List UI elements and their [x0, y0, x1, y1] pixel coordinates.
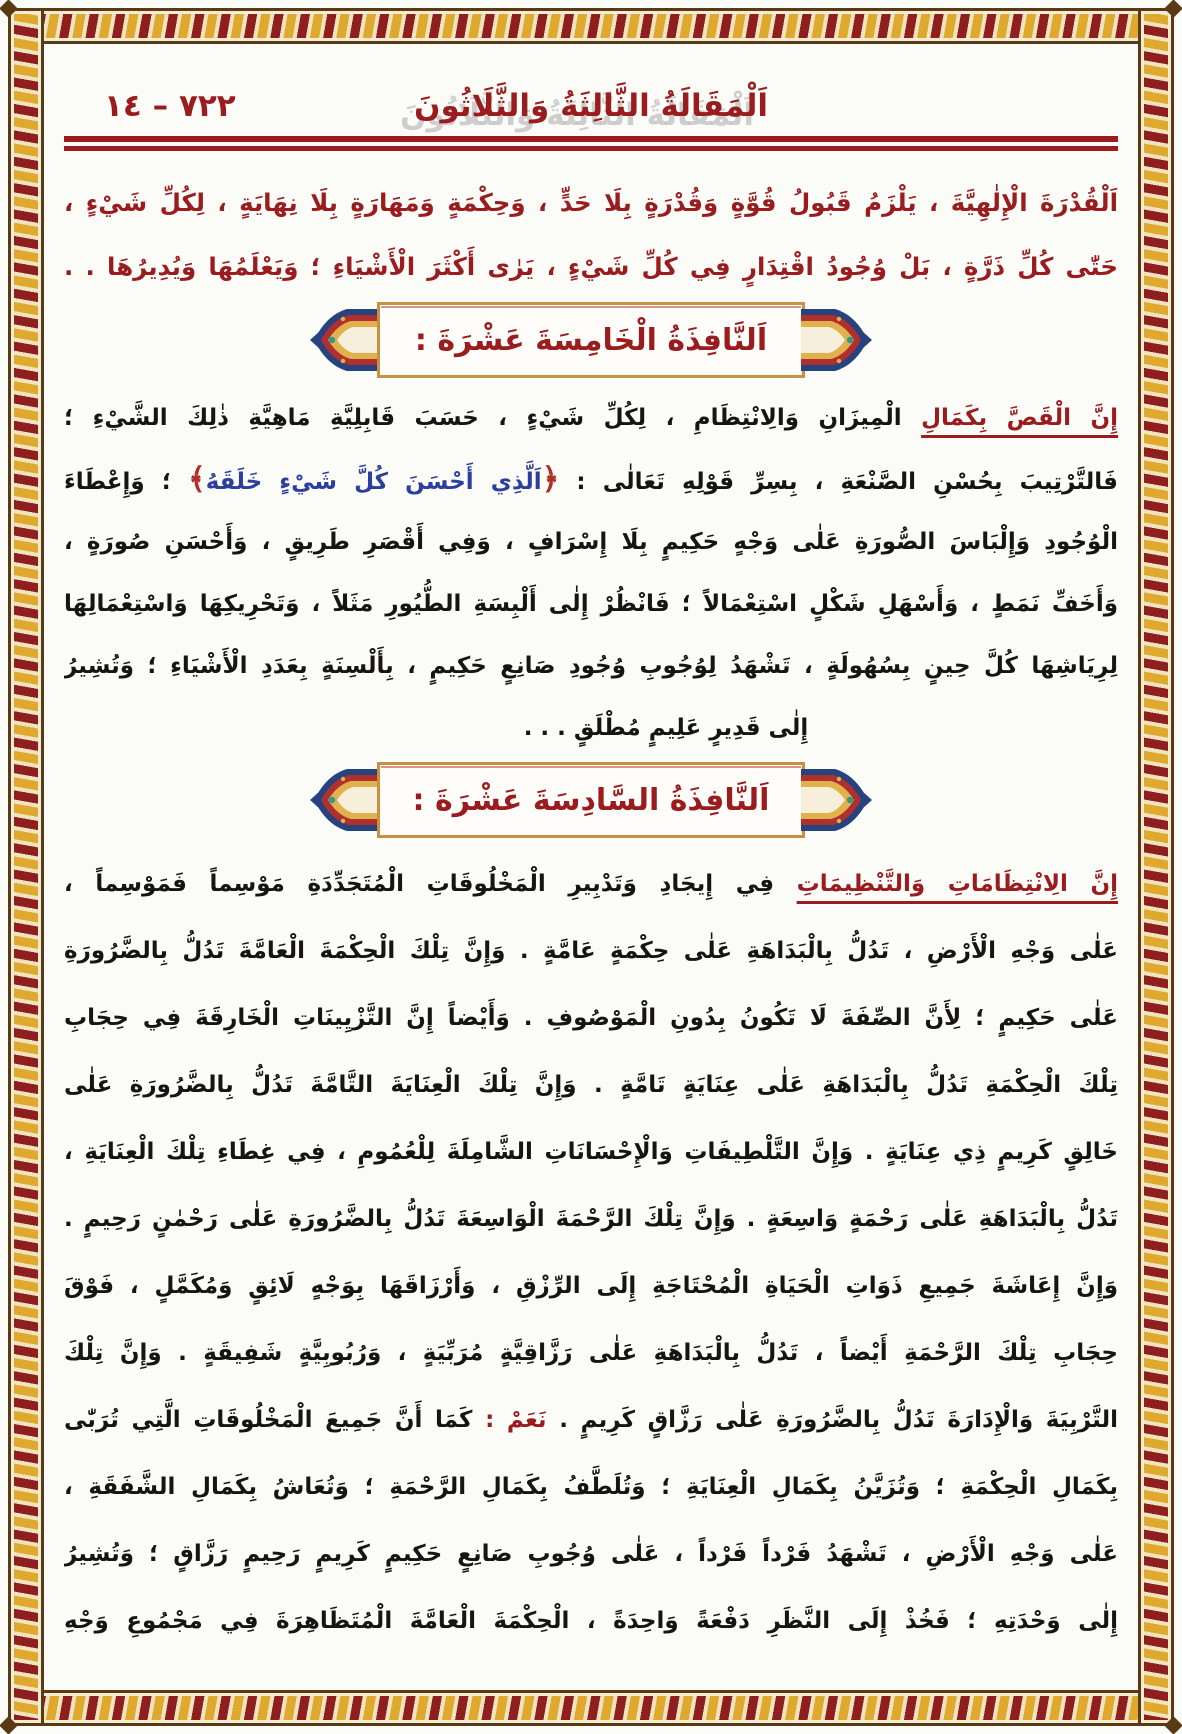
frame-border-bottom: [8, 1690, 1174, 1726]
text-line: حَتّٰى كُلِّ ذَرَّةٍ ، بَلْ وُجُودُ اقْتِدَارٍ فِي كُلِّ شَيْءٍ ، يَرٰى أَكْثَرَ الْأَشْيَاءِ ؛ وَيَعْلَمُهَا وَيُدِيرُهَا . .: [64, 252, 1118, 281]
text-line: بِكَمَالِ الْحِكْمَةِ ؛ وَتُزَيَّنُ بِكَمَالِ الْعِنَايَةِ ؛ وَتُلَطَّفُ بِكَمَالِ الرَّحْمَةِ ؛ وَتُعَاشُ بِكَمَالِ الشَّفَقَةِ ،: [64, 1474, 1118, 1500]
text-segment: فِي إِيجَادِ وَتَدْبِيرِ الْمَخْلُوقَاتِ الْمُتَجَدِّدَةِ مَوْسِماً فَمَوْسِماً ،: [64, 871, 797, 897]
text-line: إِلٰى قَدِيرٍ عَلِيمٍ مُطْلَقٍ . . .: [523, 715, 809, 741]
text-segment: فَالتَّرْتِيبَ بِحُسْنِ الصَّنْعَةِ ، بِسِرِّ قَوْلِهِ تَعَالٰى :: [559, 469, 1118, 495]
arabesque-ornament-icon: [799, 307, 873, 373]
text-line: عَلٰى وَجْهِ الْأَرْضِ ، تَدُلُّ بِالْبَدَاهَةِ عَلٰى حِكْمَةٍ عَامَّةٍ . وَإِنَّ تِلْكَ الْحِكْمَةَ الْعَامَّةَ تَدُلُّ بِالضَّرُورَةِ: [64, 938, 1118, 964]
text-line: لِرِيَاشِهَا كُلَّ حِينٍ بِسُهُولَةٍ ، تَشْهَدُ لِوُجُوبِ وُجُودِ صَانِعٍ حَكِيمٍ ، بِأَلْسِنَةٍ بِعَدَدِ الْأَشْيَاءِ ؛ وَتُشِيرُ: [64, 653, 1118, 679]
window16-heading-box: [313, 759, 869, 841]
window15-heading-box: [313, 299, 869, 381]
text-segment: الْمِيزَانِ وَالِانْتِظَامِ ، لِكُلِّ شَيْءٍ ، حَسَبَ قَابِلِيَّةِ مَاهِيَّةِ ذٰلِكَ الشَّيْءِ ؛: [64, 405, 922, 431]
text-line: تِلْكَ الْحِكْمَةِ تَدُلُّ بِالْبَدَاهَةِ عَلٰى عِنَايَةٍ تَامَّةٍ . وَإِنَّ تِلْكَ الْعِنَايَةَ التَّامَّةَ تَدُلُّ بِالضَّرُورَةِ عَلٰى: [64, 1072, 1118, 1098]
page-header: [64, 78, 1118, 134]
text-line: [64, 851, 1118, 918]
window16-title: اَلنَّافِذَةُ السَّادِسَةَ عَشْرَةَ :: [377, 762, 805, 838]
text-line: تَدُلُّ بِالْبَدَاهَةِ عَلٰى رَحْمَةٍ وَاسِعَةٍ . وَإِنَّ تِلْكَ الرَّحْمَةَ الْوَاسِعَةَ تَدُلُّ بِالضَّرُورَةِ عَلٰى رَحْمٰنٍ رَحِيمٍ .: [64, 1206, 1118, 1232]
frame-border-left: [8, 8, 44, 1726]
arabesque-ornament-icon: [309, 307, 383, 373]
text-line: حِجَابِ تِلْكَ الرَّحْمَةِ أَيْضاً ، تَدُلُّ بِالْبَدَاهَةِ عَلٰى رَزَّاقِيَّةٍ مُرَبِّيَةٍ ، وَرُبُوبِيَّةٍ شَفِيقَةٍ . وَإِنَّ تِلْكَ: [64, 1340, 1118, 1366]
text-line: الْوُجُودِ وَإِلْبَاسَ الصُّورَةِ عَلٰى وَجْهٍ حَكِيمٍ بِلَا إِسْرَافٍ ، وَفِي أَقْصَرِ طَرِيقٍ ، وَأَحْسَنِ صُورَةٍ ،: [64, 529, 1118, 555]
window15-paragraph: [64, 387, 1118, 759]
header-double-rule: [64, 136, 1118, 151]
window-lead-phrase: إِنَّ الِانْتِظَامَاتِ وَالتَّنْظِيمَاتِ: [796, 871, 1118, 897]
text-line: اَلْقُدْرَةَ الْإِلٰهِيَّةَ ، يَلْزَمُ قَبُولُ قُوَّةٍ وَقُدْرَةٍ بِلَا حَدٍّ ، وَحِكْمَةٍ وَمَهَارَةٍ بِلَا نِهَايَةٍ ، لِكُلِّ شَيْءٍ ،: [64, 188, 1118, 217]
text-line: وَإِنَّ إِعَاشَةَ جَمِيعِ ذَوَاتِ الْحَيَاةِ الْمُحْتَاجَةِ إِلَى الرِّزْقِ ، وَأَرْزَاقَهَا بِوَجْهٍ لَائِقٍ وَمُكَمَّلٍ ، فَوْقَ: [64, 1273, 1118, 1299]
text-segment: كَمَا أَنَّ جَمِيعَ الْمَخْلُوقَاتِ الَّتِي تُرَبّٰى: [64, 1407, 473, 1433]
text-line: عَلٰى وَجْهِ الْأَرْضِ ، تَشْهَدُ فَرْداً فَرْداً ، عَلٰى وُجُوبِ صَانِعٍ حَكِيمٍ كَرِيمٍ رَحِيمٍ رَزَّاقٍ ؛ وَتُشِيرُ: [64, 1541, 1118, 1567]
intro-paragraph: [64, 171, 1118, 299]
window-lead-phrase: إِنَّ الْقَصَّ بِكَمَالِ: [921, 405, 1118, 431]
page-content: [64, 78, 1118, 1655]
window16-paragraph: [64, 851, 1118, 1655]
verse-close-bracket: ﴾: [188, 462, 206, 497]
text-line: وَأَخَفِّ نَمَطٍ ، وَأَسْهَلِ شَكْلٍ اسْتِعْمَالاً ؛ فَانْظُرْ إِلٰى أَلْبِسَةِ الطُّيُورِ مَثَلاً ، وَتَحْرِيكِهَا وَاسْتِعْمَالِهَا: [64, 591, 1118, 617]
text-line: [64, 387, 1118, 449]
quran-verse: اَلَّذِي أَحْسَنَ كُلَّ شَيْءٍ خَلَقَهُ: [205, 469, 542, 495]
naam-emphasis: نَعَمْ :: [472, 1407, 547, 1433]
arabesque-ornament-icon: [799, 767, 873, 833]
text-line: خَالِقٍ كَرِيمٍ ذِي عِنَايَةٍ . وَإِنَّ التَّلْطِيفَاتِ وَالْإِحْسَانَاتِ الشَّامِلَةَ لِلْعُمُومِ ، فِي غِطَاءِ تِلْكَ الْعِنَايَةِ ،: [64, 1139, 1118, 1165]
text-line: [64, 1387, 1118, 1454]
frame-border-right: [1138, 8, 1174, 1726]
text-segment: ؛ وَإِعْطَاءَ: [64, 469, 189, 495]
text-segment: التَّرْبِيَةَ وَالْإِدَارَةَ تَدُلُّ بِالضَّرُورَةِ عَلٰى رَزَّاقٍ كَرِيمٍ .: [546, 1407, 1118, 1433]
window15-title: اَلنَّافِذَةُ الْخَامِسَةَ عَشْرَةَ :: [377, 302, 805, 378]
page-number: ٧٢٢ – ١٤: [104, 88, 236, 124]
arabesque-ornament-icon: [309, 767, 383, 833]
text-line: إِلٰى وَحْدَتِهِ ؛ فَخُذْ إِلَى النَّظَرِ دَفْعَةً وَاحِدَةً ، الْحِكْمَةَ الْعَامَّةَ الْمُتَظَاهِرَةَ فِي مَجْمُوعِ وَجْهِ: [64, 1608, 1118, 1634]
text-line: [64, 449, 1118, 511]
text-line: عَلٰى حَكِيمٍ ؛ لِأَنَّ الصِّفَةَ لَا تَكُونُ بِدُونِ الْمَوْصُوفِ . وَأَيْضاً إِنَّ التَّزْيِينَاتِ الْخَارِقَةَ فِي حِجَابِ: [64, 1005, 1118, 1031]
frame-border-top: [8, 8, 1174, 44]
verse-open-bracket: ﴿: [541, 462, 560, 497]
page-title: اَلْمَقَالَةُ الثَّالِثَةُ وَالثَّلَاثُونَ: [414, 88, 768, 124]
